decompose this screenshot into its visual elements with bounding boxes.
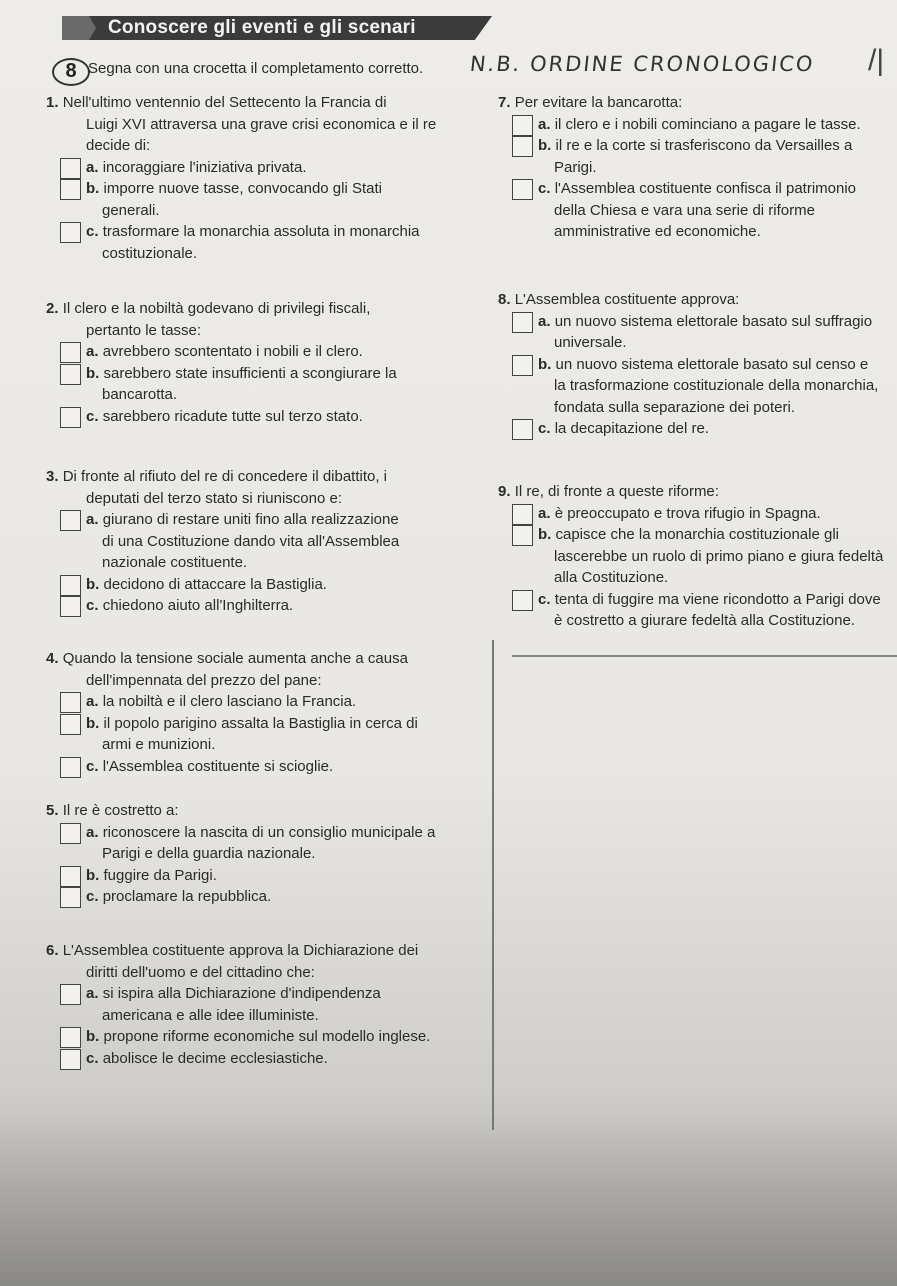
answer-checkbox[interactable]: [60, 757, 81, 778]
option-c: [498, 418, 878, 440]
option-c: [498, 178, 861, 243]
option-letter: c.: [86, 223, 103, 240]
option-b: [498, 135, 861, 178]
answer-checkbox[interactable]: [60, 407, 81, 428]
answer-checkbox[interactable]: [60, 342, 81, 363]
option-text: la nobiltà e il clero lasciano la Francia.: [102, 693, 357, 710]
option-letter: c.: [538, 180, 555, 197]
option-letter: a.: [86, 343, 103, 360]
option-text: sarebbero state insufficienti a scongiurare la: [103, 364, 397, 382]
option-c: [46, 756, 418, 778]
option-a: [46, 983, 430, 1026]
question-number: 7.: [498, 94, 515, 111]
option-letter: c.: [538, 420, 555, 437]
option-letter: b.: [86, 1028, 104, 1045]
question-number: 6.: [46, 942, 63, 959]
answer-checkbox[interactable]: [60, 158, 81, 179]
option-letter: b.: [538, 355, 556, 373]
question-6: [46, 940, 430, 1069]
option-letter: b.: [86, 575, 104, 593]
answer-checkbox[interactable]: [512, 504, 533, 525]
option-letter: b.: [86, 866, 104, 884]
option-text: amministrative ed economiche.: [554, 223, 761, 240]
option-a: [46, 157, 436, 179]
option-text: un nuovo sistema elettorale basato sul censo e: [555, 355, 869, 373]
option-letter: b.: [86, 364, 104, 382]
option-letter: a.: [538, 312, 555, 330]
option-text: il re e la corte si trasferiscono da Versailles a: [555, 137, 853, 154]
option-b: [498, 354, 878, 419]
question-stem: 3. Di fronte al rifiuto del re di concedere il dibattito, i: [46, 468, 388, 485]
option-text: imporre nuove tasse, convocando gli Stati: [103, 180, 382, 197]
question-number: 3.: [46, 468, 63, 485]
option-b: [46, 363, 397, 406]
answer-checkbox[interactable]: [60, 823, 81, 844]
question-2: [46, 298, 397, 427]
answer-checkbox[interactable]: [60, 510, 81, 531]
option-text: è costretto a giurare fedeltà alla Costituzione.: [554, 612, 856, 629]
option-letter: c.: [86, 407, 103, 425]
option-text: Parigi.: [554, 158, 597, 176]
option-text: l'Assemblea costituente confisca il patrimonio: [554, 180, 857, 197]
option-letter: c.: [86, 757, 103, 775]
answer-checkbox[interactable]: [60, 866, 81, 887]
option-text: bancarotta.: [102, 386, 178, 403]
section-title: Conoscere gli eventi e gli scenari: [108, 17, 416, 38]
question-stem: 6. L'Assemblea costituente approva la Dichiarazione dei: [46, 942, 419, 959]
option-letter: b.: [538, 137, 556, 154]
answer-checkbox[interactable]: [60, 692, 81, 713]
option-b: [46, 713, 418, 756]
page-shadow: [0, 1110, 897, 1286]
option-text: avrebbero scontentato i nobili e il clero.: [102, 343, 363, 360]
option-b: [46, 1026, 430, 1048]
option-letter: a.: [86, 985, 103, 1002]
option-a: [498, 503, 883, 525]
option-text: costituzionale.: [102, 244, 198, 262]
question-5: [46, 800, 435, 908]
question-3: [46, 466, 399, 617]
answer-checkbox[interactable]: [60, 1049, 81, 1070]
question-stem: pertanto le tasse:: [86, 321, 202, 339]
horizontal-rule: [512, 655, 897, 657]
question-stem: 8. L'Assemblea costituente approva:: [498, 291, 740, 308]
question-stem: 4. Quando la tensione sociale aumenta anche a causa: [46, 650, 408, 667]
option-text: tenta di fuggire ma viene ricondotto a Parigi dove: [554, 590, 881, 608]
option-text: un nuovo sistema elettorale basato sul suffragio: [554, 312, 873, 330]
question-stem: decide di:: [86, 137, 151, 154]
option-text: il clero e i nobili cominciano a pagare le tasse.: [554, 115, 861, 133]
option-text: americana e alle idee illuministe.: [102, 1006, 319, 1024]
question-stem: 1. Nell'ultimo ventennio del Settecento la Francia di: [46, 94, 387, 111]
option-text: il popolo parigino assalta la Bastiglia in cerca di: [103, 714, 418, 732]
option-c: [46, 221, 436, 264]
option-letter: c.: [86, 888, 103, 905]
option-text: universale.: [554, 334, 627, 351]
question-stem: 7. Per evitare la bancarotta:: [498, 94, 683, 111]
question-stem: 9. Il re, di fronte a queste riforme:: [498, 483, 719, 500]
option-letter: b.: [86, 180, 104, 197]
question-7: [498, 92, 861, 243]
answer-checkbox[interactable]: [512, 115, 533, 136]
option-text: decidono di attaccare la Bastiglia.: [103, 575, 327, 593]
handwritten-note: N.B. ORDINE CRONOLOGICO: [468, 52, 816, 76]
option-text: fondata sulla separazione dei poteri.: [554, 398, 795, 416]
question-number: 2.: [46, 300, 63, 317]
option-text: incoraggiare l'iniziativa privata.: [102, 158, 307, 176]
option-text: lascerebbe un ruolo di primo piano e giura fedeltà: [554, 547, 884, 565]
answer-checkbox[interactable]: [60, 222, 81, 243]
answer-checkbox[interactable]: [512, 525, 533, 546]
option-text: nazionale costituente.: [102, 554, 248, 571]
option-a: [46, 822, 435, 865]
option-c: [46, 886, 435, 908]
answer-checkbox[interactable]: [60, 1027, 81, 1048]
option-text: di una Costituzione dando vita all'Assemblea: [102, 532, 400, 550]
answer-checkbox[interactable]: [512, 355, 533, 376]
option-a: [498, 114, 861, 136]
option-text: l'Assemblea costituente si scioglie.: [102, 757, 334, 775]
question-stem: deputati del terzo stato si riuniscono e:: [86, 489, 342, 507]
question-number: 8.: [498, 291, 515, 308]
option-text: riconoscere la nascita di un consiglio municipale a: [102, 823, 436, 841]
question-stem: 5. Il re è costretto a:: [46, 802, 179, 819]
option-text: propone riforme economiche sul modello inglese.: [103, 1028, 431, 1045]
question-number: 9.: [498, 483, 515, 500]
question-8: [498, 289, 878, 440]
question-stem: dell'impennata del prezzo del pane:: [86, 671, 322, 689]
answer-checkbox[interactable]: [512, 590, 533, 611]
question-stem: 2. Il clero e la nobiltà godevano di privilegi fiscali,: [46, 300, 371, 317]
option-text: Parigi e della guardia nazionale.: [102, 845, 316, 862]
question-stem: diritti dell'uomo e del cittadino che:: [86, 963, 315, 981]
option-text: abolisce le decime ecclesiastiche.: [102, 1049, 328, 1067]
option-text: fuggire da Parigi.: [103, 866, 217, 884]
option-letter: b.: [538, 526, 556, 543]
option-letter: a.: [538, 115, 555, 133]
option-letter: b.: [86, 714, 104, 732]
option-text: si ispira alla Dichiarazione d'indipendenza: [102, 985, 381, 1002]
option-b: [46, 574, 399, 596]
question-4: [46, 648, 418, 777]
option-a: [498, 311, 878, 354]
question-number: 5.: [46, 802, 63, 819]
option-b: [46, 178, 436, 221]
option-text: la trasformazione costituzionale della monarchia,: [554, 377, 879, 394]
handwritten-mark: /|: [868, 44, 885, 77]
option-letter: c.: [538, 590, 555, 608]
option-c: [46, 595, 399, 617]
option-b: [498, 524, 883, 589]
option-text: sarebbero ricadute tutte sul terzo stato.: [102, 407, 363, 425]
option-letter: c.: [86, 1049, 103, 1067]
option-letter: a.: [86, 158, 103, 176]
option-text: della Chiesa e vara una serie di riforme: [554, 201, 815, 219]
question-1: [46, 92, 436, 264]
question-stem: Luigi XVI attraversa una grave crisi economica e il re: [86, 115, 437, 133]
answer-checkbox[interactable]: [60, 714, 81, 735]
answer-checkbox[interactable]: [512, 312, 533, 333]
option-c: [46, 1048, 430, 1070]
answer-checkbox[interactable]: [60, 887, 81, 908]
option-text: armi e munizioni.: [102, 736, 216, 753]
column-divider: [492, 640, 494, 1130]
option-letter: a.: [86, 693, 103, 710]
answer-checkbox[interactable]: [512, 179, 533, 200]
option-letter: c.: [86, 597, 103, 614]
option-text: proclamare la repubblica.: [102, 888, 272, 905]
option-text: generali.: [102, 201, 160, 219]
option-text: capisce che la monarchia costituzionale gli: [555, 526, 839, 543]
option-a: [46, 509, 399, 574]
answer-checkbox[interactable]: [512, 136, 533, 157]
option-c: [498, 589, 883, 632]
answer-checkbox[interactable]: [60, 179, 81, 200]
option-a: [46, 341, 397, 363]
question-number: 1.: [46, 94, 63, 111]
option-c: [46, 406, 397, 428]
answer-checkbox[interactable]: [60, 575, 81, 596]
exercise-number: 8: [52, 58, 90, 86]
option-letter: a.: [86, 823, 103, 841]
option-a: [46, 691, 418, 713]
answer-checkbox[interactable]: [60, 984, 81, 1005]
option-text: la decapitazione del re.: [554, 420, 709, 437]
question-9: [498, 481, 883, 632]
answer-checkbox[interactable]: [60, 364, 81, 385]
option-letter: a.: [538, 504, 555, 522]
question-number: 4.: [46, 650, 63, 667]
answer-checkbox[interactable]: [512, 419, 533, 440]
option-letter: a.: [86, 511, 103, 528]
option-b: [46, 865, 435, 887]
exercise-instruction: Segna con una crocetta il completamento corretto.: [88, 60, 424, 77]
banner-arrow-icon: [62, 16, 96, 40]
option-text: chiedono aiuto all'Inghilterra.: [102, 597, 294, 614]
option-text: giurano di restare uniti fino alla realizzazione: [102, 511, 399, 528]
option-text: alla Costituzione.: [554, 569, 669, 586]
option-text: trasformare la monarchia assoluta in monarchia: [102, 223, 420, 240]
option-text: è preoccupato e trova rifugio in Spagna.: [554, 504, 821, 522]
answer-checkbox[interactable]: [60, 596, 81, 617]
